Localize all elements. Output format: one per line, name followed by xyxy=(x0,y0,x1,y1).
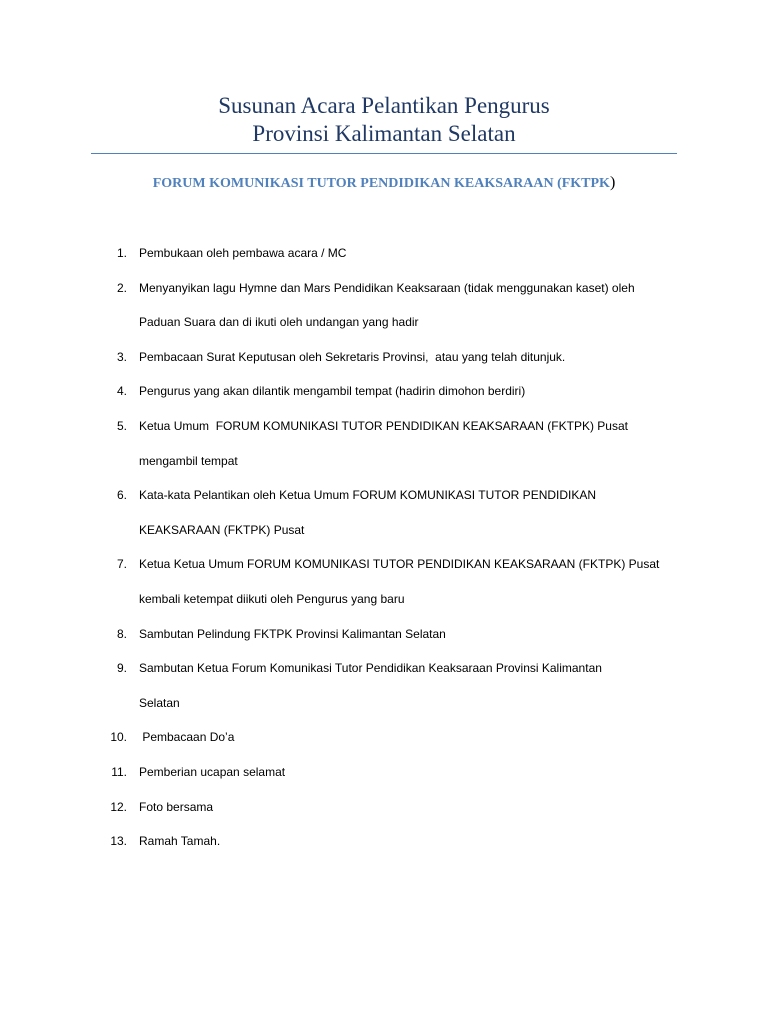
agenda-item-number: 2. xyxy=(116,280,127,295)
title-divider xyxy=(91,153,677,154)
agenda-item-text: Pembukaan oleh pembawa acara / MC xyxy=(139,246,347,260)
agenda-item-number: 10. xyxy=(110,730,127,745)
document-title xyxy=(91,92,677,148)
agenda-item-text: Selatan xyxy=(139,695,180,710)
agenda-item-number: 5. xyxy=(116,419,127,433)
agenda-item-text: KEAKSARAAN (FKTPK) Pusat xyxy=(139,522,305,537)
agenda-item-text: kembali ketempat diikuti oleh Pengurus yang baru xyxy=(139,592,405,606)
title-line-2: Provinsi Kalimantan Selatan xyxy=(252,121,516,146)
agenda-item-number: 7. xyxy=(116,557,127,572)
agenda-item-number: 12. xyxy=(110,799,127,814)
agenda-item-text: Pengurus yang akan dilantik mengambil tempat (hadirin dimohon berdiri) xyxy=(139,384,526,399)
agenda-item-number: 11. xyxy=(111,765,127,779)
agenda-item-text: Paduan Suara dan di ikuti oleh undangan yang hadir xyxy=(139,315,419,330)
agenda-item-text: Kata-kata Pelantikan oleh Ketua Umum FORUM KOMUNIKASI TUTOR PENDIDIKAN xyxy=(139,488,597,503)
agenda-item-number: 1. xyxy=(116,246,127,260)
agenda-item-text: Foto bersama xyxy=(139,799,214,814)
subtitle-closing-paren: ) xyxy=(609,174,616,191)
title-line-1: Susunan Acara Pelantikan Pengurus xyxy=(218,93,550,118)
agenda-item-text: mengambil tempat xyxy=(139,453,238,468)
agenda-item-number: 4. xyxy=(116,384,127,399)
agenda-item-text: Pembacaan Do’a xyxy=(139,730,235,745)
subtitle-text: FORUM KOMUNIKASI TUTOR PENDIDIKAN KEAKSARAAN (FKTPK xyxy=(152,176,610,191)
agenda-item-number: 6. xyxy=(116,488,127,503)
agenda-item-number: 8. xyxy=(116,626,127,641)
agenda-item-text: Sambutan Ketua Forum Komunikasi Tutor Pendidikan Keaksaraan Provinsi Kalimantan xyxy=(139,661,602,676)
agenda-item-text: Menyanyikan lagu Hymne dan Mars Pendidikan Keaksaraan (tidak menggunakan kaset) oleh xyxy=(139,280,635,295)
agenda-item-text: Ketua Umum FORUM KOMUNIKASI TUTOR PENDIDIKAN KEAKSARAAN (FKTPK) Pusat xyxy=(139,419,628,433)
agenda-item-text: Ketua Ketua Umum FORUM KOMUNIKASI TUTOR PENDIDIKAN KEAKSARAAN (FKTPK) Pusat xyxy=(139,557,660,572)
agenda-item-number: 9. xyxy=(116,661,127,676)
document-subtitle xyxy=(91,173,677,194)
agenda-item-text: Pemberian ucapan selamat xyxy=(139,765,286,779)
agenda-item-text: Pembacaan Surat Keputusan oleh Sekretaris Provinsi, atau yang telah ditunjuk. xyxy=(139,349,566,364)
agenda-item-number: 3. xyxy=(116,349,127,364)
agenda-item-number: 13. xyxy=(110,834,127,849)
agenda-item-text: Sambutan Pelindung FKTPK Provinsi Kalimantan Selatan xyxy=(139,626,446,641)
agenda-item-text: Ramah Tamah. xyxy=(139,834,221,849)
